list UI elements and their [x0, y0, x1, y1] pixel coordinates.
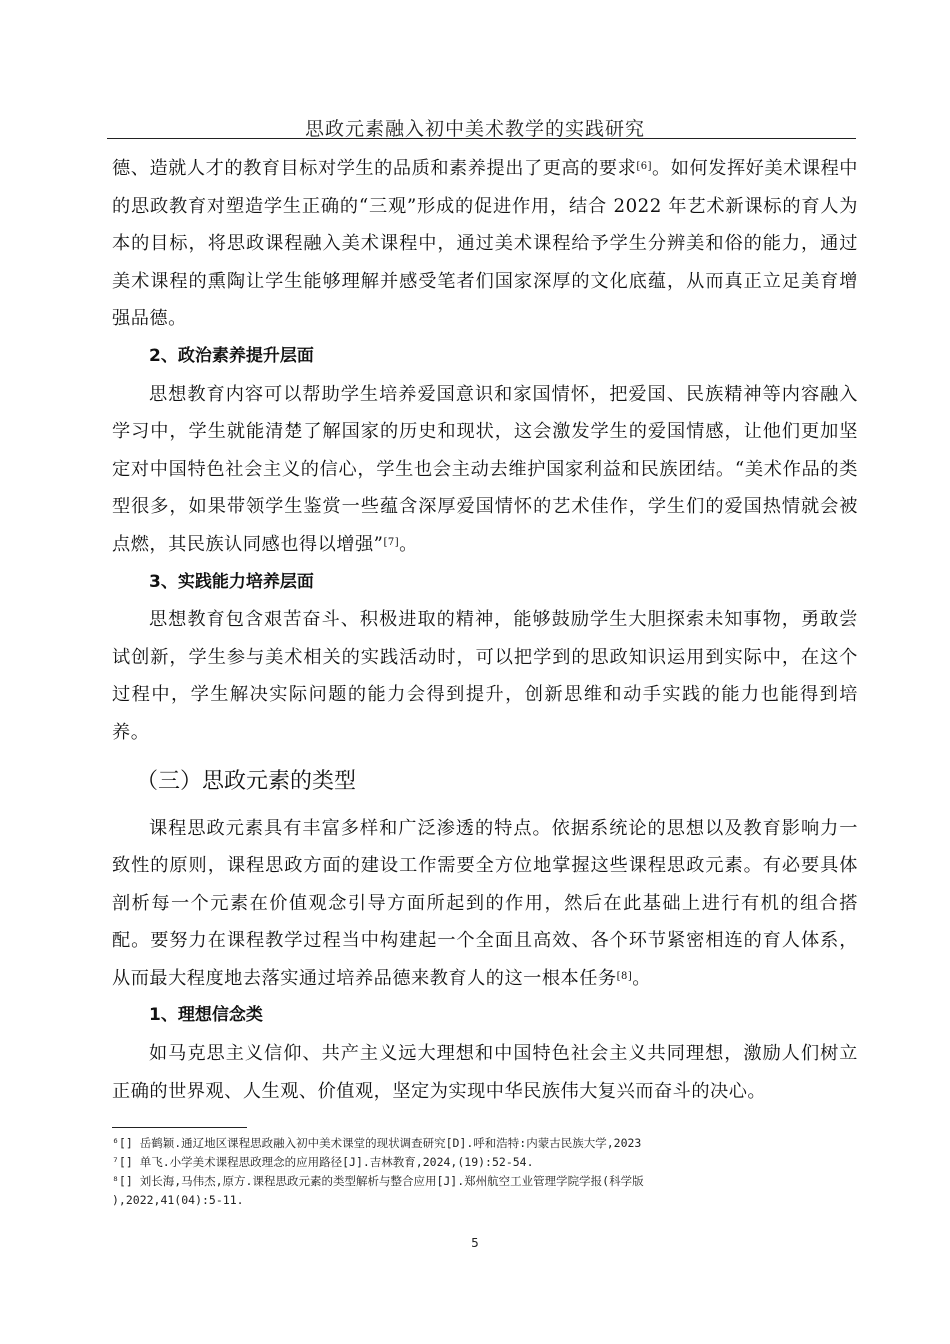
header-divider: [107, 138, 856, 139]
page-number: 5: [471, 1236, 479, 1250]
paragraph-4-text: 课程思政元素具有丰富多样和广泛渗透的特点。依据系统论的思想以及教育影响力一致性的原则，课程思政方面的建设工作需要全方位地掌握这些课程思政元素。有必要具体剖析每一个元素在价值观念引导方面所起到的作用，然后在此基础上进行有机的组合搭配。要努力在课程教学过程当中构建起一个全面且高效、各个环节紧密相连的育人体系，从而最大程度地去落实通过培养品德来教育人的这一根本任务: [112, 817, 858, 989]
main-content: [112, 150, 858, 1110]
citation-7: [7]: [383, 536, 400, 548]
subheading-ideal: 1、理想信念类: [149, 1005, 263, 1026]
paragraph-5: 如马克思主义信仰、共产主义远大理想和中国特色社会主义共同理想，激励人们树立正确的世界观、人生观、价值观，坚定为实现中华民族伟大复兴而奋斗的决心。: [112, 1043, 858, 1102]
paragraph-4: [112, 810, 858, 998]
paragraph-4-tail: 。: [632, 967, 651, 989]
citation-8: [8]: [616, 970, 633, 982]
footnote-8-line-2: ),2022,41(04):5-11.: [112, 1193, 244, 1207]
footnote-divider: [112, 1127, 247, 1128]
footnotes: [112, 1134, 772, 1210]
section-title: （三）思政元素的类型: [136, 768, 357, 794]
paragraph-2-tail: 。: [399, 533, 418, 555]
subheading-practice: 3、实践能力培养层面: [149, 571, 314, 592]
subheading-political: 2、政治素养提升层面: [149, 345, 314, 366]
paragraph-2-text: 思想教育内容可以帮助学生培养爱国意识和家国情怀，把爱国、民族精神等内容融入学习中，学生就能清楚了解国家的历史和现状，这会激发学生的爱国情感，让他们更加坚定对中国特色社会主义的信心，学生也会主动去维护国家利益和民族团结。“美术作品的类型很多，如果带领学生鉴赏一些蕴含深厚爱国情怀的艺术佳作，学生们的爱国热情就会被点燃，其民族认同感也得以增强”: [112, 383, 858, 555]
citation-6: [6]: [636, 161, 652, 172]
paragraph-1-text: 德、造就人才的教育目标对学生的品质和素养提出了更高的要求: [112, 158, 637, 179]
running-header: 思政元素融入初中美术教学的实践研究: [304, 118, 645, 140]
footnote-8-line-1: ⁸[] 刘长海,马伟杰,原方.课程思政元素的类型解析与整合应用[J].郑州航空工业管理学院学报(科学版: [112, 1174, 644, 1188]
paragraph-3: 思想教育包含艰苦奋斗、积极进取的精神，能够鼓励学生大胆探索未知事物，勇敢尝试创新，学生参与美术相关的实践活动时，可以把学到的思政知识运用到实际中，在这个过程中，学生解决实际问题的能力会得到提升，创新思维和动手实践的能力也能得到培养。: [112, 609, 858, 743]
footnote-6: ⁶[] 岳鹤颖.通辽地区课程思政融入初中美术课堂的现状调查研究[D].呼和浩特:内蒙古民族大学,2023: [112, 1136, 642, 1150]
paragraph-2: [112, 376, 858, 564]
footnote-7: ⁷[] 单飞.小学美术课程思政理念的应用路径[J].吉林教育,2024,(19):52-54.: [112, 1155, 534, 1169]
paragraph-1-tail: 。如何发挥好美术课程中的思政教育对塑造学生正确的“三观”形成的促进作用，结合 2022 年艺术新课标的育人为本的目标，将思政课程融入美术课程中，通过美术课程给予学生分辨美和俗的能力，通过美术课程的熏陶让学生能够理解并感受笔者们国家深厚的文化底蕴，从而真正立足美育增强品德。: [112, 158, 858, 330]
paragraph-1: [112, 150, 858, 338]
